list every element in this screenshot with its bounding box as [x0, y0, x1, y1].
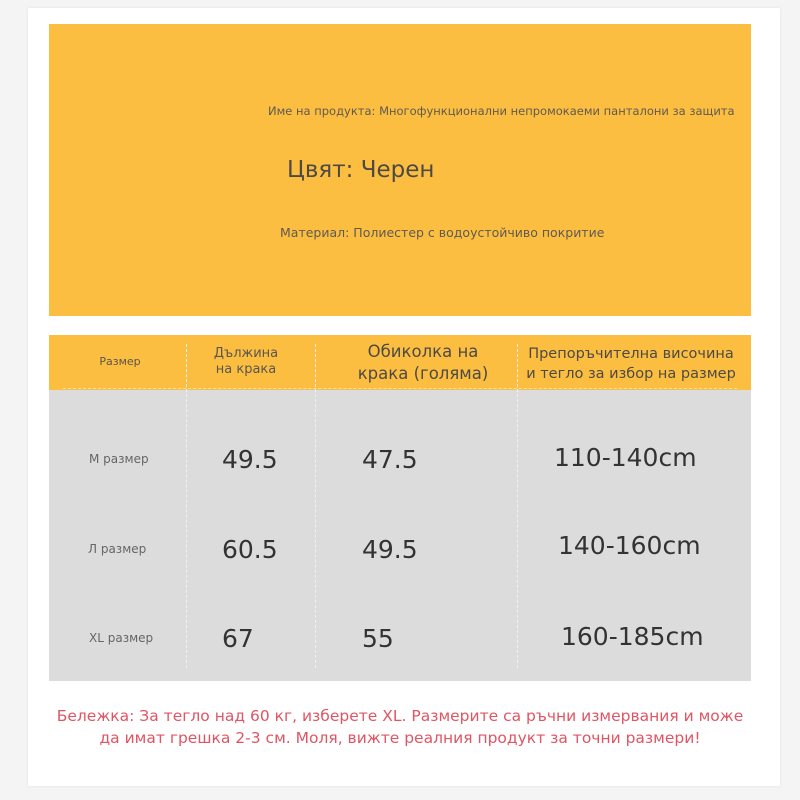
sizing-note	[30, 706, 770, 749]
row-size-label: XL размер	[89, 631, 154, 645]
column-divider	[186, 344, 187, 668]
header-divider	[63, 388, 737, 389]
sizing-note-line-2: да имат грешка 2-3 см. Моля, вижте реалния продукт за точни размери!	[99, 728, 701, 747]
product-material-line: Материал: Полиестер с водоустойчиво покритие	[280, 225, 605, 240]
header-recommended	[521, 345, 741, 384]
header-recommended-line-1: Препоръчителна височина	[528, 346, 734, 362]
header-circumference-line-1: Обиколка на	[367, 342, 479, 361]
row-leg-length-value: 67	[222, 624, 254, 653]
product-name-line: Име на продукта: Многофункционални непромокаеми панталони за защита	[268, 104, 735, 118]
row-circumference-value: 47.5	[362, 445, 418, 474]
row-size-label: M размер	[89, 452, 149, 466]
row-recommended-value: 140-160cm	[558, 531, 701, 560]
row-circumference-value: 55	[362, 624, 394, 653]
column-divider	[517, 344, 518, 668]
header-recommended-line-2: и тегло за избор на размер	[526, 365, 736, 382]
row-size-label: Л размер	[88, 542, 147, 556]
row-leg-length-value: 60.5	[222, 535, 278, 564]
header-leg-length-line-1: Дължина	[213, 346, 279, 361]
header-circumference-line-2: крака (голяма)	[357, 364, 489, 384]
row-recommended-value: 160-185cm	[561, 622, 704, 651]
sizing-note-line-1: Бележка: За тегло над 60 кг, изберете XL. Размерите са ръчни измервания и може	[56, 707, 744, 725]
size-table	[49, 335, 751, 681]
size-table-header	[49, 335, 751, 390]
product-color-line: Цвят: Черен	[287, 157, 435, 183]
header-size: Размер	[99, 355, 141, 368]
row-leg-length-value: 49.5	[222, 445, 278, 474]
header-leg-length	[199, 346, 293, 377]
row-circumference-value: 49.5	[362, 535, 418, 564]
header-leg-length-line-2: на крака	[215, 361, 277, 377]
header-circumference	[343, 341, 503, 386]
column-divider	[315, 344, 316, 668]
row-recommended-value: 110-140cm	[554, 443, 697, 472]
